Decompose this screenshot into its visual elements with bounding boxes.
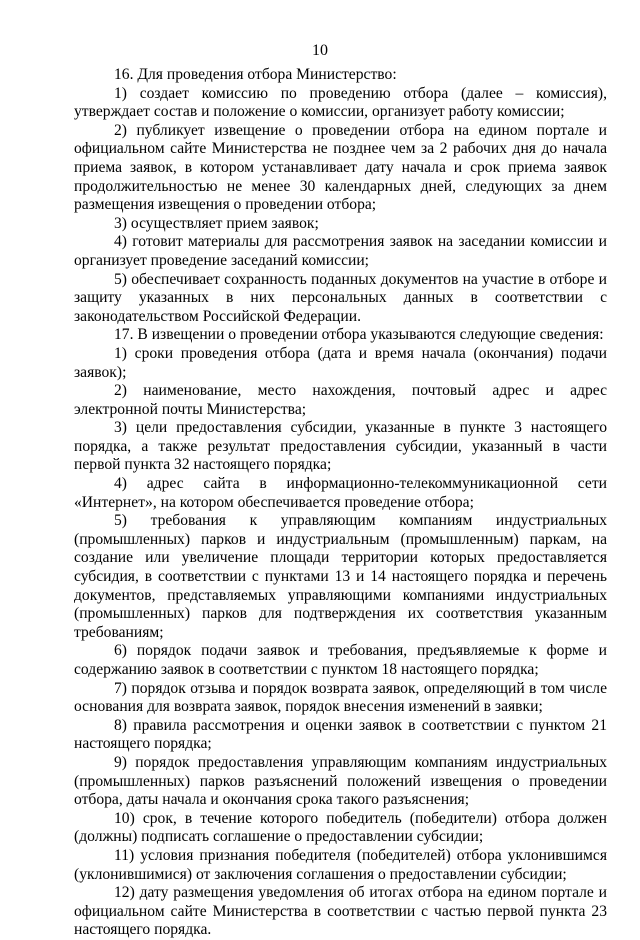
paragraph-17-item-5: 5) требования к управляющим компаниям индустриальных (промышленных) парков и индустриальным (промышленным) паркам, на создание или увеличение площади территории которых предоставляется субсидия, в соответствии с пунктами 13 и 14 настоящего порядка и перечень документов, представляемых управляющими компаниями индустриальных (промышленных) парков для подтверждения их соответствия указанным требованиям; [74, 512, 607, 641]
paragraph-17-item-12: 12) дату размещения уведомления об итогах отбора на едином портале и официальном сайте Министерства в соответствии с частью первой пункта 23 настоящего порядка. [74, 884, 607, 939]
paragraph-17-item-6: 6) порядок подачи заявок и требования, предъявляемые к форме и содержанию заявок в соответствии с пунктом 18 настоящего порядка; [74, 642, 607, 678]
paragraph-16-item-2: 2) публикует извещение о проведении отбора на едином портале и официальном сайте Министерства не позднее чем за 2 рабочих дня до начала приема заявок, в котором устанавливает дату начала и срок приема заявок продолжительностью не менее 30 календарных дней, следующих за днем размещения извещения о проведении отбора; [74, 121, 607, 214]
paragraph-16-item-5: 5) обеспечивает сохранность поданных документов на участие в отборе и защиту указанных в них персональных данных в соответствии с законодательством Российской Федерации. [74, 270, 607, 325]
paragraph-16-item-3: 3) осуществляет прием заявок; [114, 214, 319, 232]
paragraph-17-item-8: 8) правила рассмотрения и оценки заявок в соответствии с пунктом 21 настоящего порядка; [74, 716, 607, 753]
paragraph-17-item-1: 1) сроки проведения отбора (дата и время начала (окончания) подачи заявок); [74, 344, 607, 381]
paragraph-17-item-10: 10) срок, в течение которого победитель (победители) отбора должен (должны) подписать соглашение о предоставлении субсидии; [74, 809, 607, 846]
document-body [74, 66, 607, 940]
page-number: 10 [312, 42, 328, 59]
paragraph-17-item-11: 11) условия признания победителя (победителей) отбора уклонившимся (уклонившимися) от заключения соглашения о предоставлении субсидии; [74, 846, 607, 883]
paragraph-17-item-9: 9) порядок предоставления управляющим компаниям индустриальных (промышленных) парков разъяснений положений извещения о проведении отбора, даты начала и окончания срока такого разъяснения; [74, 753, 607, 809]
paragraph-16-heading: 16. Для проведения отбора Министерство: [114, 66, 397, 83]
paragraph-17-item-3: 3) цели предоставления субсидии, указанные в пункте 3 настоящего порядка, а также результат предоставления субсидии, указанный в части первой пункта 32 настоящего порядка; [74, 419, 607, 474]
paragraph-17-heading: 17. В извещении о проведении отбора указываются следующие сведения: [114, 326, 604, 344]
paragraph-17-item-4: 4) адрес сайта в информационно-телекоммуникационной сети «Интернет», на котором обеспечивается проведение отбора; [74, 475, 607, 511]
paragraph-17-item-2: 2) наименование, место нахождения, почтовый адрес и адрес электронной почты Министерства; [74, 382, 607, 418]
paragraph-17-item-7: 7) порядок отзыва и порядок возврата заявок, определяющий в том числе основания для возврата заявок, порядок внесения изменений в заявки; [74, 679, 607, 716]
paragraph-16-item-4: 4) готовит материалы для рассмотрения заявок на заседании комиссии и организует проведение заседаний комиссии; [74, 233, 607, 269]
paragraph-16-item-1: 1) создает комиссию по проведению отбора (далее – комиссия), утверждает состав и положение о комиссии, организует работу комиссии; [74, 84, 607, 121]
